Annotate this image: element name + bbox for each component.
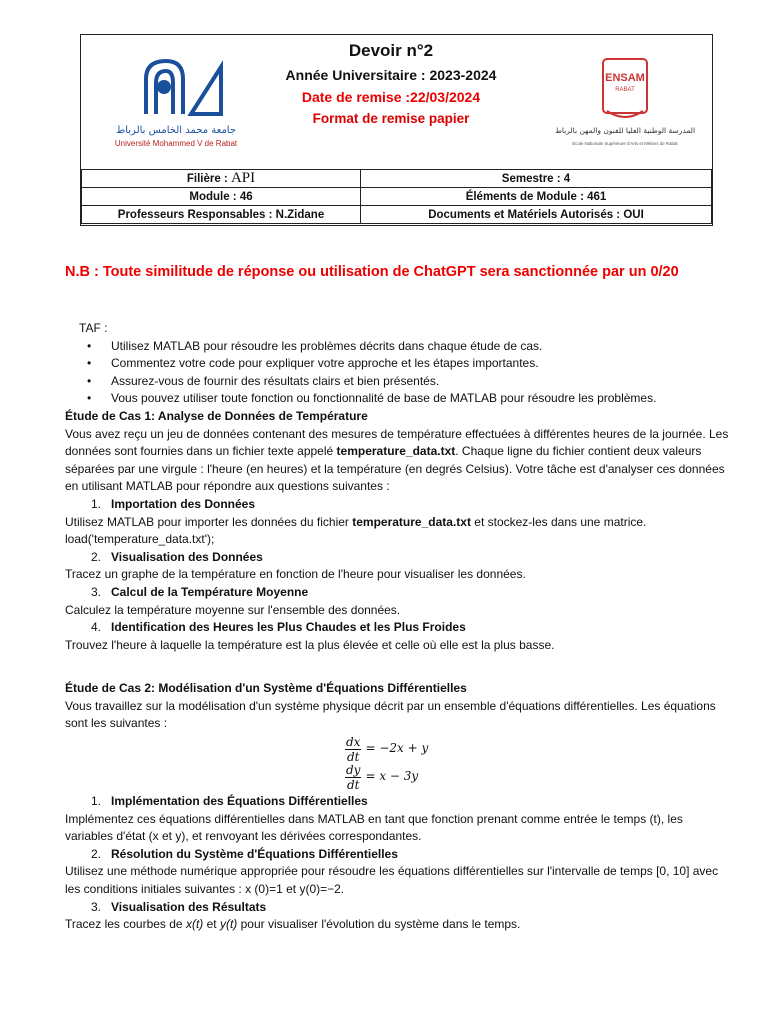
case1-q2-heading: 2. Visualisation des Données: [90, 549, 263, 564]
module-cell: Module : 46: [82, 188, 361, 206]
case1-q1-code: load('temperature_data.txt');: [65, 532, 215, 547]
taf-label: TAF :: [79, 321, 108, 335]
filiere-cell: Filière : API: [82, 170, 361, 188]
case1-title: Étude de Cas 1: Analyse de Données de Température: [65, 408, 368, 423]
document-body: [65, 320, 730, 934]
info-table: [81, 169, 712, 224]
logo-right-text: ENSAM: [605, 72, 645, 84]
case2-q1-heading: 1. Implémentation des Équations Différentielles: [90, 794, 368, 809]
case1-q3-text: Calculez la température moyenne sur l'ensemble des données.: [65, 602, 401, 617]
academic-year: Année Universitaire : 2023-2024: [285, 67, 497, 83]
case2-q3-text: Tracez les courbes de x(t) et y(t) pour visualiser l'évolution du système dans le temps.: [65, 917, 521, 932]
info-row: [82, 188, 712, 206]
case2-q3-heading: 3. Visualisation des Résultats: [90, 899, 267, 914]
case1-q3-heading: 3. Calcul de la Température Moyenne: [90, 584, 309, 599]
warning-note: N.B : Toute similitude de réponse ou utilisation de ChatGPT sera sanctionnée par un 0/20: [65, 264, 679, 280]
case1-q4-heading: 4. Identification des Heures les Plus Chaudes et les Plus Froides: [90, 620, 466, 635]
logo-left-arabic: جامعة محمد الخامس بالرباط: [115, 125, 237, 136]
case2-q2-text: Utilisez une méthode numérique appropriée pour résoudre les équations différentielles sur l'intervalle de temps [0, 10] avec les conditions initiales suivantes : x (0)=1 et y(0)=−2.: [65, 864, 719, 897]
case1-intro: Vous avez reçu un jeu de données contenant des mesures de température effectuées à différentes heures de la journée. Les données sont fournies dans un fichier texte appelé temperature_data.txt. Chaque ligne du fichier contient deux valeurs séparées par une virgule : l'heure (en heures) et la température (en degrés Celsius). Votre tâche est d'analyser ces données en utilisant MATLAB pour répondre aux questions suivantes :: [65, 426, 729, 494]
equation-1: $\frac{dx}{dt}$ = −2x + y: [346, 734, 429, 764]
case1-q2-text: Tracez un graphe de la température en fonction de l'heure pour visualiser les données.: [65, 567, 526, 582]
list-item: • Assurez-vous de fournir des résultats clairs et bien présentés.: [65, 373, 730, 391]
list-item: • Vous pouvez utiliser toute fonction ou fonctionnalité de base de MATLAB pour résoudre les problèmes.: [65, 390, 730, 408]
elements-cell: Éléments de Module : 461: [361, 188, 712, 206]
logo-right-sub: RABAT: [615, 87, 635, 93]
documents-cell: Documents et Matériels Autorisés : OUI: [361, 206, 712, 224]
university-logo: [111, 49, 241, 169]
equations: [345, 734, 730, 792]
filiere-value: API: [230, 170, 256, 186]
equation-2: $\frac{dy}{dt}$ = x − 3y: [346, 762, 419, 792]
list-item: • Commentez votre code pour expliquer votre approche et les étapes importantes.: [65, 355, 730, 373]
case2-title: Étude de Cas 2: Modélisation d'un Système d'Équations Différentielles: [65, 681, 467, 696]
case1-q4-text: Trouvez l'heure à laquelle la température est la plus élevée et celle où elle est la plus basse.: [65, 637, 555, 652]
ensam-logo: [543, 53, 703, 163]
submission-format: Format de remise papier: [312, 111, 470, 126]
list-item: • Utilisez MATLAB pour résoudre les problèmes décrits dans chaque étude de cas.: [65, 338, 730, 356]
case1-q1-heading: 1. Importation des Données: [90, 496, 256, 511]
info-row: [82, 206, 712, 224]
case2-q2-heading: 2. Résolution du Système d'Équations Différentielles: [90, 846, 398, 861]
case1-q1-text: Utilisez MATLAB pour importer les données du fichier temperature_data.txt et stockez-les dans une matrice.: [65, 514, 647, 529]
logo-left-caption: Université Mohammed V de Rabat: [114, 139, 238, 148]
semestre-cell: Semestre : 4: [361, 170, 712, 188]
case2-q1-text: Implémentez ces équations différentielles dans MATLAB en tant que fonction prenant comme entrée le temps (t), les variables d'état (x et y), et renvoyant les dérivées correspondantes.: [65, 811, 683, 844]
logo-right-arabic: المدرسة الوطنية العليا للفنون والمهن بالرباط: [554, 126, 696, 135]
title-block: [241, 39, 541, 126]
info-row: [82, 170, 712, 188]
professeurs-cell: Professeurs Responsables : N.Zidane: [82, 206, 361, 224]
case2-intro: Vous travaillez sur la modélisation d'un système physique décrit par un ensemble d'équations différentielles. Les équations sont les suivantes :: [65, 698, 716, 731]
due-date: Date de remise :22/03/2024: [301, 89, 481, 105]
header-box: [80, 34, 713, 226]
taf-list: [65, 338, 730, 408]
page-title: Devoir n°2: [348, 41, 434, 60]
logo-right-caption: Ecole Nationale Supérieure d'Arts et Métiers de Rabat: [572, 141, 678, 146]
